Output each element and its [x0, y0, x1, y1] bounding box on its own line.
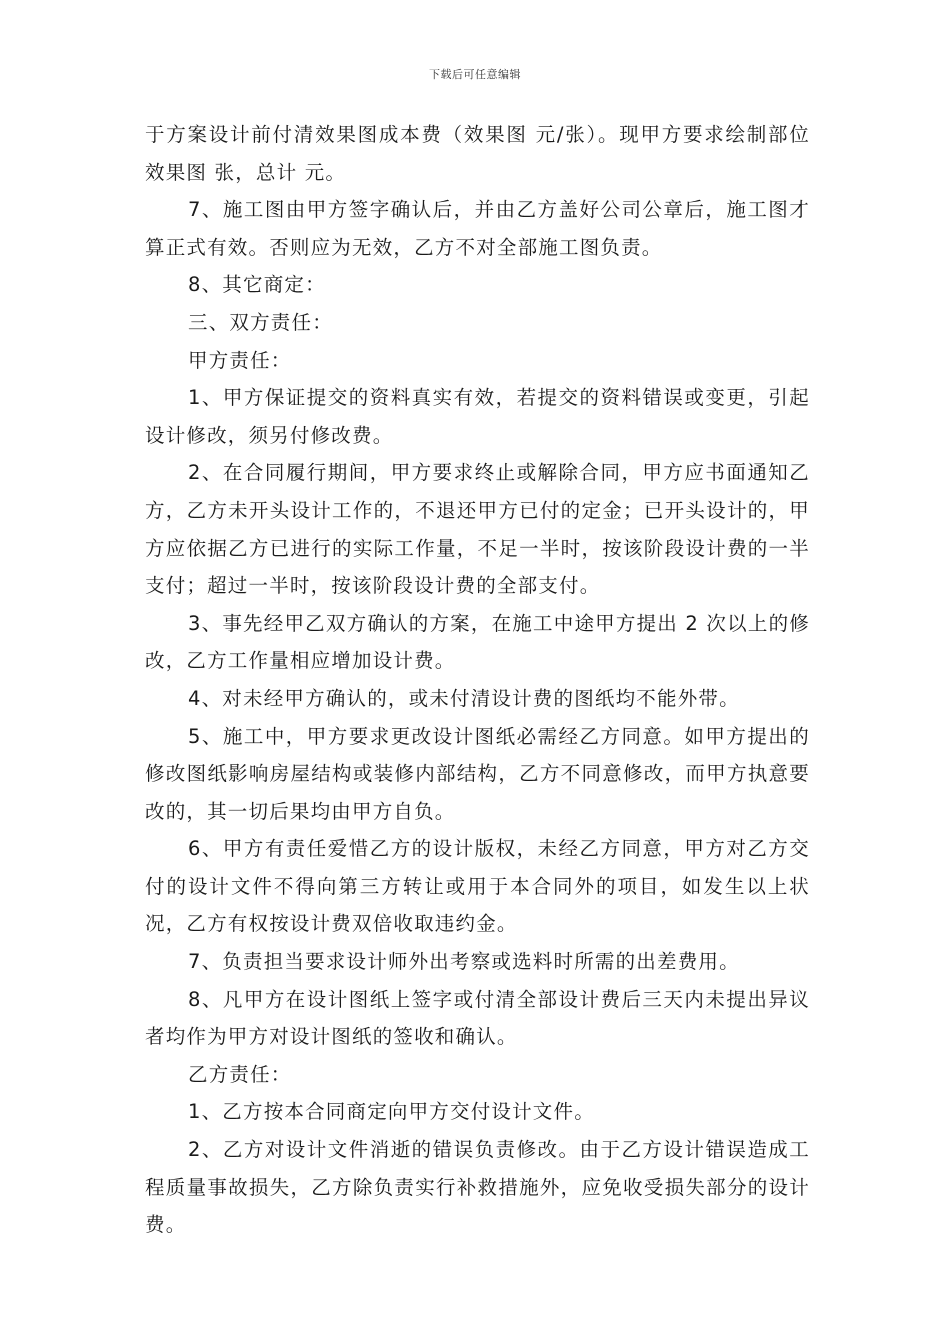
- paragraph: 6、甲方有责任爱惜乙方的设计版权，未经乙方同意，甲方对乙方交付的设计文件不得向第三方转让或用于本合同外的项目，如发生以上状况，乙方有权按设计费双倍收取违约金。: [145, 837, 810, 936]
- paragraph: 7、施工图由甲方签字确认后，并由乙方盖好公司公章后，施工图才算正式有效。否则应为无效，乙方不对全部施工图负责。: [145, 198, 810, 259]
- paragraph: 8、其它商定：: [188, 273, 326, 297]
- subsection-heading: 甲方责任：: [188, 348, 292, 372]
- paragraph: 4、对未经甲方确认的，或未付清设计费的图纸均不能外带。: [188, 686, 740, 710]
- paragraph: 5、施工中，甲方要求更改设计图纸必需经乙方同意。如甲方提出的修改图纸影响房屋结构或装修内部结构，乙方不同意修改，而甲方执意要改的，其一切后果均由甲方自负。: [145, 724, 810, 823]
- subsection-heading: 乙方责任：: [188, 1062, 292, 1086]
- paragraph: 3、事先经甲乙双方确认的方案，在施工中途甲方提出 2 次以上的修改，乙方工作量相应增加设计费。: [145, 611, 810, 673]
- document-body: [145, 116, 810, 1244]
- paragraph: 7、负责担当要求设计师外出考察或选料时所需的出差费用。: [188, 950, 740, 974]
- paragraph: 8、凡甲方在设计图纸上签字或付清全部设计费后三天内未提出异议者均作为甲方对设计图纸的签收和确认。: [145, 987, 810, 1049]
- paragraph: 2、乙方对设计文件消逝的错误负责修改。由于乙方设计错误造成工程质量事故损失，乙方除负责实行补救措施外，应免收受损失部分的设计费。: [145, 1138, 810, 1237]
- paragraph: 1、乙方按本合同商定向甲方交付设计文件。: [188, 1100, 595, 1124]
- header-note: 下载后可任意编辑: [429, 68, 521, 81]
- paragraph: 2、在合同履行期间，甲方要求终止或解除合同，甲方应书面通知乙方，乙方未开头设计工作的，不退还甲方已付的定金；已开头设计的，甲方应依据乙方已进行的实际工作量，不足一半时，按该阶段设计费的一半支付；超过一半时，按该阶段设计费的全部支付。: [145, 461, 810, 598]
- section-heading: 三、双方责任：: [188, 310, 333, 334]
- paragraph: 1、甲方保证提交的资料真实有效，若提交的资料错误或变更，引起设计修改，须另付修改费。: [145, 386, 810, 447]
- paragraph: 于方案设计前付清效果图成本费（效果图 元/张）。现甲方要求绘制部位效果图 张，总计 元。: [145, 123, 810, 184]
